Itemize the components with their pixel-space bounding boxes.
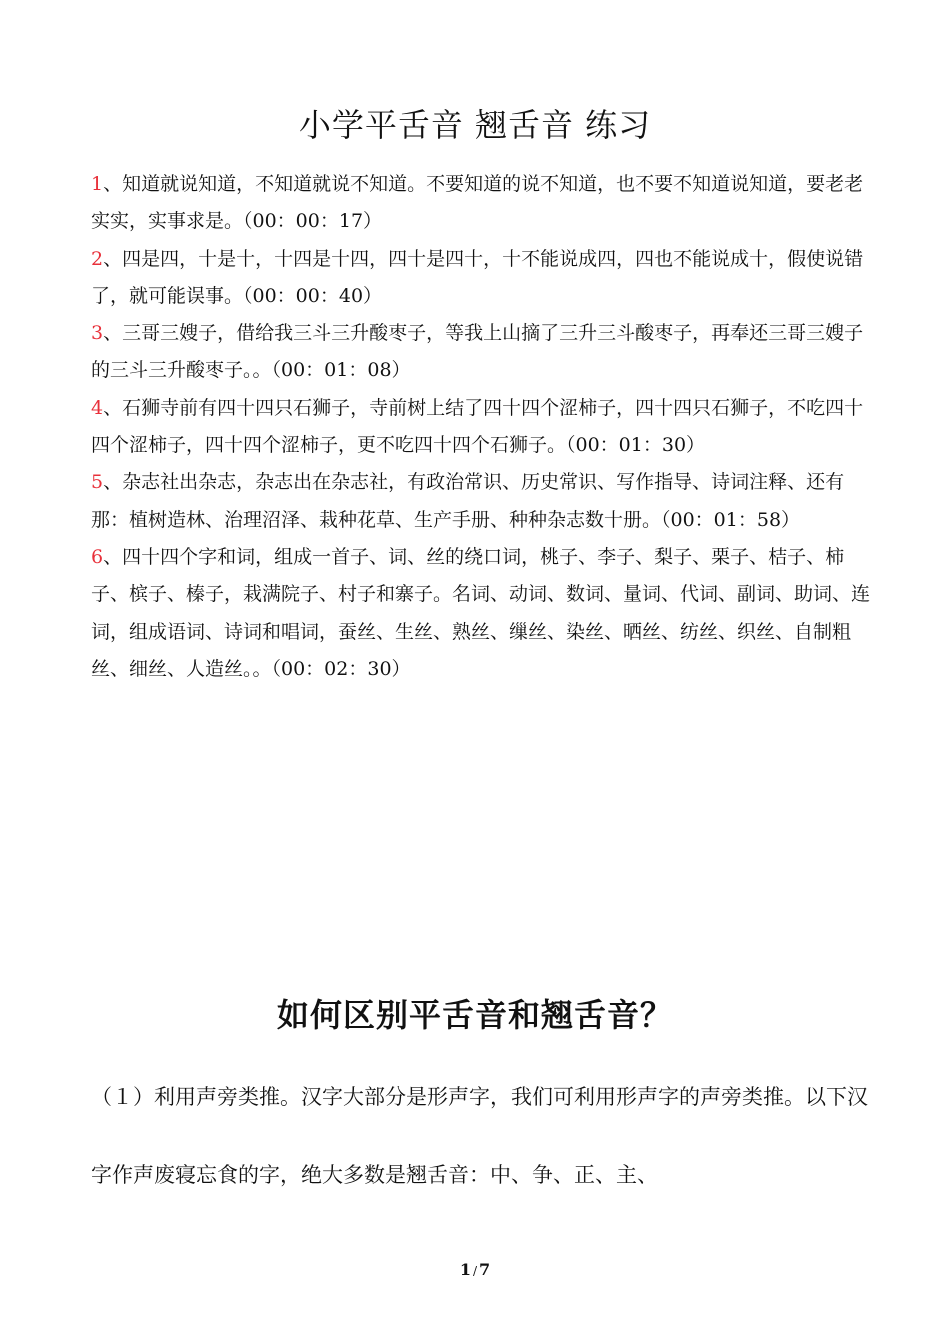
exercise-item: [91, 539, 881, 688]
exercise-text: 、四十四个字和词，组成一首子、词、丝的绕口词，桃子、李子、梨子、栗子、桔子、柿子、槟子、榛子，栽满院子、村子和寨子。名词、动词、数词、量词、代词、副词、助词、连词，组成语词、诗词和唱词，蚕丝、生丝、熟丝、缫丝、染丝、晒丝、纺丝、织丝、自制粗丝、细丝、人造丝。。（00：02：30）: [91, 545, 871, 680]
page-separator: /: [472, 1264, 478, 1278]
exercise-text: 、石狮寺前有四十四只石狮子，寺前树上结了四十四个涩柿子，四十四只石狮子，不吃四十四个涩柿子，四十四个涩柿子，更不吃四十四个石狮子。（00：01：30）: [91, 396, 864, 457]
page-number: [0, 1260, 950, 1279]
page-title: 小学平舌音 翘舌音 练习: [298, 106, 652, 144]
page-current: 1: [459, 1260, 471, 1279]
exercise-item: [91, 166, 881, 241]
exercise-item: [91, 315, 881, 390]
exercise-item: [91, 390, 881, 465]
section-paragraph: （１）利用声旁类推。汉字大部分是形声字，我们可利用形声字的声旁类推。以下汉字作声废寝忘食的字，绝大多数是翘舌音：中、争、正、主、: [91, 1085, 868, 1187]
exercise-text: 、知道就说知道，不知道就说不知道。不要知道的说不知道，也不要不知道说知道，要老老实实，实事求是。（00：00：17）: [91, 173, 864, 233]
exercise-text: 、杂志社出杂志，杂志出在杂志社，有政治常识、历史常识、写作指导、诗词注释、还有那：植树造林、治理沼泽、栽种花草、生产手册、种种杂志数十册。（00：01：58）: [91, 471, 845, 531]
exercise-number: 1: [91, 173, 104, 195]
exercise-number: 4: [91, 396, 104, 419]
section-heading: 如何区别平舌音和翘舌音？: [276, 996, 673, 1034]
exercise-number: 2: [91, 247, 104, 270]
exercise-item: [91, 241, 881, 316]
exercise-text: 、四是四，十是十，十四是十四，四十是四十，十不能说成四，四也不能说成十，假使说错了，就可能误事。（00：00：40）: [91, 247, 864, 307]
exercise-number: 3: [91, 322, 104, 345]
exercise-number: 5: [91, 471, 104, 494]
page-total: 7: [479, 1260, 491, 1279]
exercise-text: 、三哥三嫂子，借给我三斗三升酸枣子，等我上山摘了三升三斗酸枣子，再奉还三哥三嫂子的三斗三升酸枣子。。（00：01：08）: [91, 322, 864, 382]
exercise-list: [91, 166, 881, 688]
exercise-number: 6: [91, 545, 104, 568]
exercise-item: [91, 464, 881, 539]
